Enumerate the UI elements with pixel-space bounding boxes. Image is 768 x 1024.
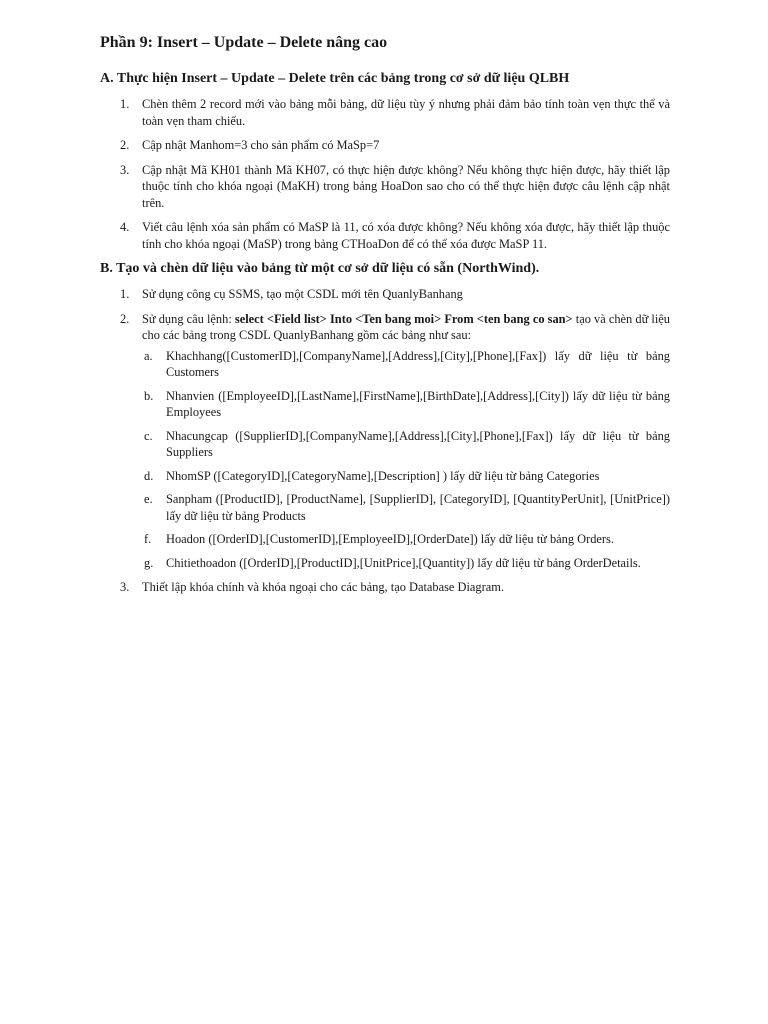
item-number: 1. bbox=[120, 287, 130, 301]
sub-item-text: Chitiethoadon ([OrderID],[ProductID],[UnitPrice],[Quantity]) lấy dữ liệu từ bảng OrderDetails. bbox=[166, 555, 641, 570]
item-text: Viết câu lệnh xóa sản phẩm có MaSP là 11, có xóa được không? Nếu không xóa được, hãy thiết lập thuộc tính cho khóa ngoại (MaSP) trong bảng CTHoaDon để có thể xóa được MaSP 11. bbox=[142, 220, 670, 251]
table-list bbox=[142, 348, 670, 572]
sub-item-letter: g. bbox=[144, 555, 154, 570]
sub-list-item bbox=[142, 468, 670, 485]
item-number: 2. bbox=[120, 138, 130, 152]
list-item bbox=[100, 219, 670, 252]
sub-item-text: Sanpham ([ProductID], [ProductName], [SupplierID], [CategoryID], [QuantityPerUnit], [UnitPrice]) lấy dữ liệu từ bảng Products bbox=[166, 492, 670, 523]
item-number: 1. bbox=[120, 97, 130, 111]
list-item bbox=[100, 286, 670, 303]
list-item bbox=[100, 137, 670, 154]
item-number: 3. bbox=[120, 162, 130, 177]
sub-list-item bbox=[142, 531, 670, 548]
sub-item-text: Nhacungcap ([SupplierID],[CompanyName],[Address],[City],[Phone],[Fax]) lấy dữ liệu từ bảng Suppliers bbox=[166, 428, 670, 459]
list-item bbox=[100, 96, 670, 129]
page-title: Phần 9: Insert – Update – Delete nâng cao bbox=[100, 34, 388, 51]
item-text: Thiết lập khóa chính và khóa ngoại cho các bảng, tạo Database Diagram. bbox=[142, 580, 504, 594]
item-text: Chèn thêm 2 record mới vào bảng mỗi bảng, dữ liệu tùy ý nhưng phải đảm bảo tính toàn vẹn thực thể và toàn vẹn tham chiếu. bbox=[142, 97, 670, 128]
item-text-prefix: Sử dụng câu lệnh: bbox=[142, 311, 235, 326]
section-b-heading: B. Tạo và chèn dữ liệu vào bảng từ một cơ sở dữ liệu có sẵn (NorthWind). bbox=[100, 261, 540, 276]
sub-list-item bbox=[142, 348, 670, 381]
item-text: Sử dụng công cụ SSMS, tạo một CSDL mới tên QuanlyBanhang bbox=[142, 287, 463, 301]
section-b-list bbox=[100, 286, 670, 596]
sql-syntax: select <Field list> Into <Ten bang moi> From <ten bang co san> bbox=[234, 311, 573, 326]
sub-item-letter: f. bbox=[144, 532, 152, 546]
sub-item-text: Khachhang([CustomerID],[CompanyName],[Address],[City],[Phone],[Fax]) lấy dữ liệu từ bảng Customers bbox=[166, 348, 670, 379]
sub-item-letter: d. bbox=[144, 468, 154, 483]
list-item bbox=[100, 579, 670, 596]
sub-item-letter: a. bbox=[144, 348, 153, 363]
list-item bbox=[100, 162, 670, 212]
sub-item-text: NhomSP ([CategoryID],[CategoryName],[Description] ) lấy dữ liệu từ bảng Categories bbox=[166, 468, 600, 483]
item-text: Cập nhật Mã KH01 thành Mã KH07, có thực hiện được không? Nếu không thực hiện được, hãy thiết lập thuộc tính cho khóa ngoại (MaKH) trong bảng HoaDon sao cho có thể thực hiện được câu lệnh cập nhật trên. bbox=[142, 162, 670, 210]
sub-list-item bbox=[142, 388, 670, 421]
sub-item-letter: e. bbox=[144, 492, 153, 506]
sub-list-item bbox=[142, 428, 670, 461]
sub-list-item bbox=[142, 555, 670, 572]
list-item bbox=[100, 311, 670, 572]
item-text: Cập nhật Manhom=3 cho sản phẩm có MaSp=7 bbox=[142, 138, 380, 152]
item-number: 2. bbox=[120, 311, 130, 326]
item-number: 3. bbox=[120, 580, 130, 594]
sub-list-item bbox=[142, 491, 670, 524]
sub-item-letter: b. bbox=[144, 388, 154, 403]
section-a-list bbox=[100, 96, 670, 252]
section-a-heading: A. Thực hiện Insert – Update – Delete trên các bảng trong cơ sở dữ liệu QLBH bbox=[100, 71, 570, 86]
document-page bbox=[100, 32, 670, 604]
sub-item-letter: c. bbox=[144, 428, 153, 443]
item-text-suffix: tạo và chèn dữ liệu cho các bảng trong CSDL QuanlyBanhang gồm các bảng như sau: bbox=[142, 311, 671, 342]
sub-item-text: Hoadon ([OrderID],[CustomerID],[EmployeeID],[OrderDate]) lấy dữ liệu từ bảng Orders. bbox=[166, 532, 614, 546]
item-number: 4. bbox=[120, 220, 130, 234]
sub-item-text: Nhanvien ([EmployeeID],[LastName],[FirstName],[BirthDate],[Address],[City]) lấy dữ liệu từ bảng Employees bbox=[166, 388, 670, 419]
